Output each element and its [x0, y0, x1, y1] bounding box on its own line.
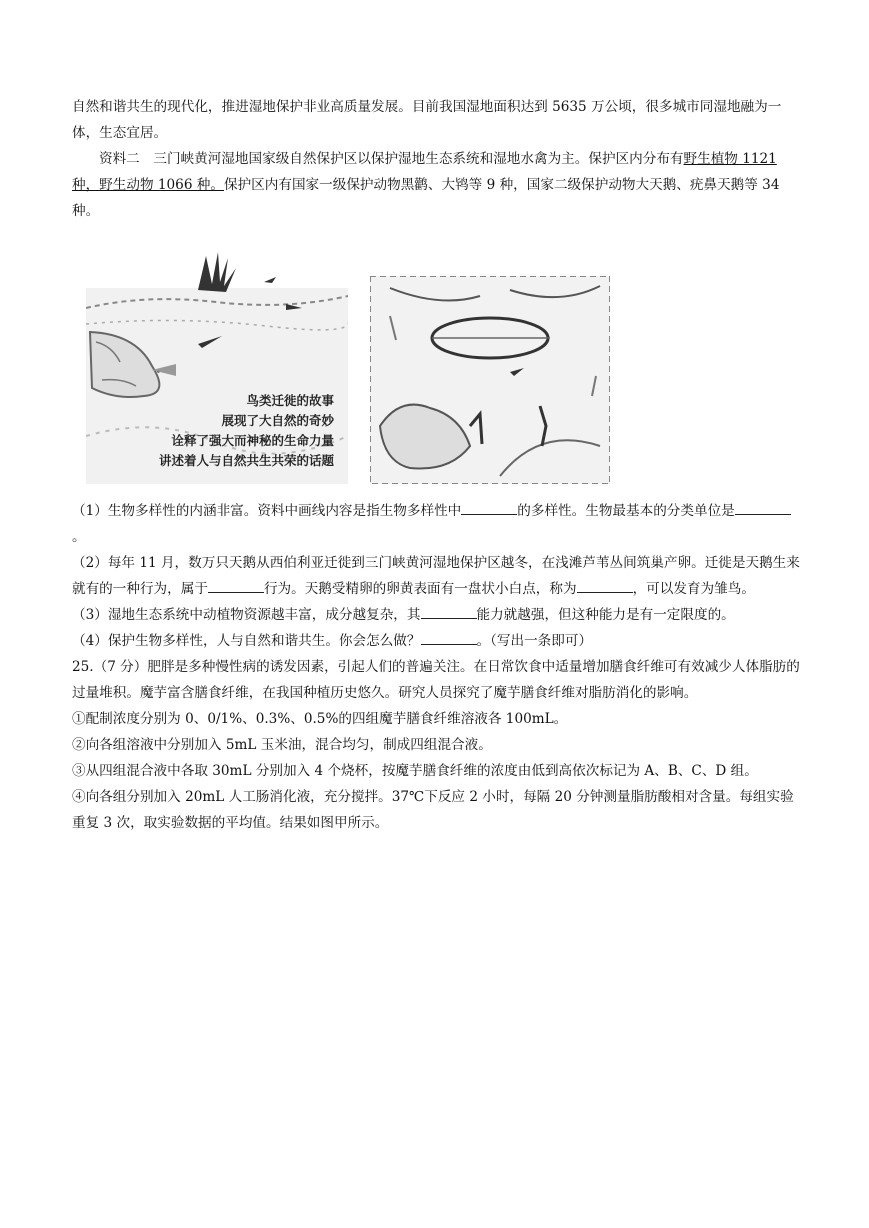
question-2: （2）每年 11 月，数万只天鹅从西伯利亚迁徙到三门峡黄河湿地保护区越冬，在浅滩芦苇丛间筑巢产卵。迁徙是天鹅生来就有的一种行为，属于 行为。天鹅受精卵的卵黄表面有一盘状小白点，称为 ，可以发育为雏鸟。 — [72, 555, 800, 597]
caption-line-2: 展现了大自然的奇妙 — [221, 413, 334, 428]
material-2-label: 资料二 — [99, 151, 140, 167]
material-2-paragraph — [72, 146, 802, 224]
material-2-text-b: 保护区内有国家一级保护动物黑鹳、大鸨等 9 种，国家二级保护动物大天鹅、疣鼻天鹅等 34 种。 — [72, 177, 780, 219]
answer-blank[interactable] — [208, 577, 264, 593]
wing-illustration — [198, 252, 236, 292]
question-25-step-1: ①配制浓度分别为 0、0/1%、0.3%、0.5%的四组魔芋膳食纤维溶液各 100mL。 — [72, 711, 568, 727]
caption-line-1: 鸟类迁徙的故事 — [246, 393, 334, 408]
question-1: （1）生物多样性的内涵非富。资料中画线内容是指生物多样性中 的多样性。生物最基本的分类单位是。 — [72, 498, 802, 550]
bird-migration-right-illustration — [370, 276, 610, 484]
question-25-step-3: ③从四组混合液中各取 30mL 分别加入 4 个烧杯，按魔芋膳食纤维的浓度由低到高依次标记为 A、B、C、D 组。 — [72, 763, 758, 779]
answer-blank[interactable] — [421, 603, 477, 619]
answer-blank[interactable] — [577, 577, 633, 593]
question-3: （3）湿地生态系统中动植物资源越丰富，成分越复杂，其 能力就越强，但这种能力是有一定限度的。 — [72, 602, 802, 628]
document-page — [72, 94, 802, 836]
question-25-intro: 25.（7 分）肥胖是多种慢性病的诱发因素，引起人们的普遍关注。在日常饮食中适量增加膳食纤维可有效减少人体脂肪的过量堆积。魔芋富含膳食纤维，在我国种植历史悠久。研究人员探究了魔芋膳食纤维对脂肪消化的影响。 — [72, 659, 800, 701]
answer-blank[interactable] — [735, 499, 791, 515]
intro-paragraph: 自然和谐共生的现代化，推进湿地保护非业高质量发展。目前我国湿地面积达到 5635 万公顷，很多城市同湿地融为一体，生态宜居。 — [72, 99, 782, 141]
underlined-species-count: 野生植物 1121 种，野生动物 1066 种。 — [72, 151, 777, 193]
flying-bird-1 — [264, 277, 276, 283]
material-2-text-a: 三门峡黄河湿地国家级自然保护区以保护湿地生态系统和湿地水禽为主。保护区内分布有 — [153, 151, 684, 167]
answer-blank[interactable] — [461, 499, 517, 515]
question-25-step-2: ②向各组溶液中分别加入 5mL 玉米油，混合均匀，制成四组混合液。 — [72, 737, 492, 753]
question-4: （4）保护生物多样性，人与自然和谐共生。你会怎么做？ 。（写出一条即可） — [72, 628, 802, 654]
figure-caption — [124, 391, 334, 471]
question-25-step-4: ④向各组分别加入 20mL 人工肠消化液，充分搅拌。37℃下反应 2 小时，每隔 20 分钟测量脂肪酸相对含量。每组实验重复 3 次，取实验数据的平均值。结果如图甲所示。 — [72, 789, 794, 831]
caption-line-4: 讲述着人与自然共生共荣的话题 — [158, 453, 334, 468]
answer-blank[interactable] — [421, 629, 477, 645]
bird-migration-figure — [72, 236, 802, 498]
caption-line-3: 诠释了强大而神秘的生命力量 — [171, 433, 334, 448]
